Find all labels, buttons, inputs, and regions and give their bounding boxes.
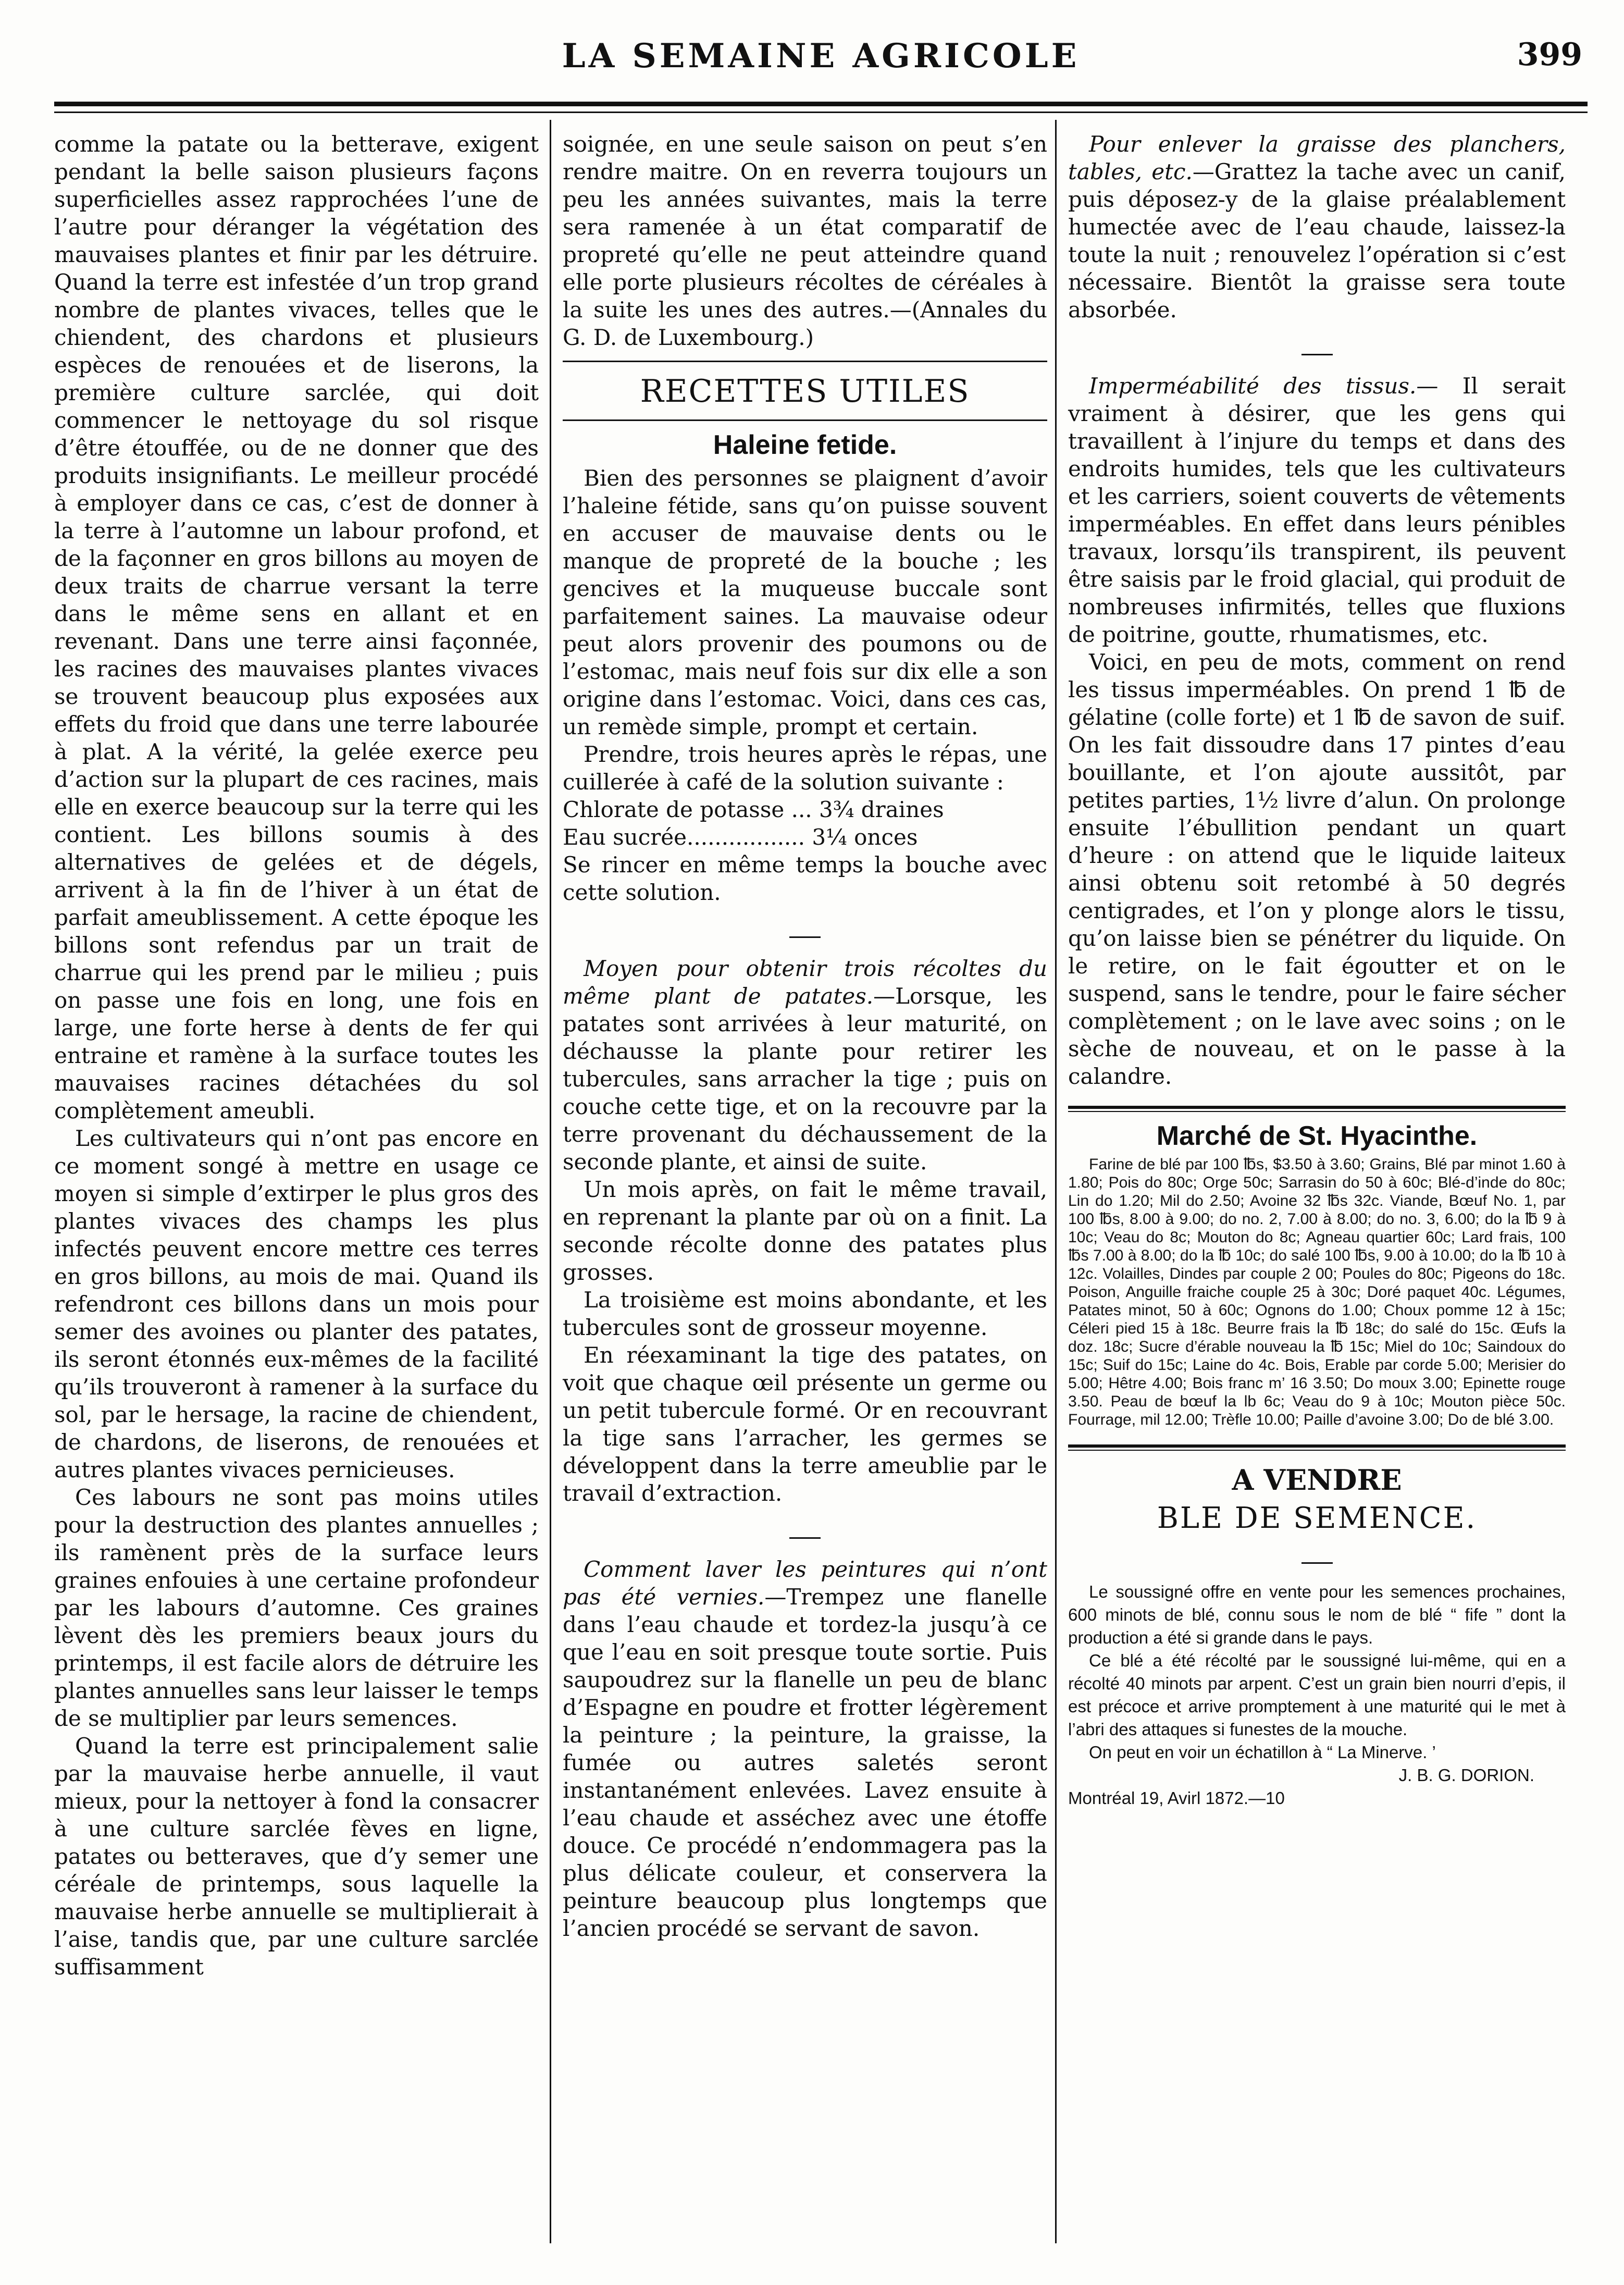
market-title: Marché de St. Hyacinthe. [1156, 1121, 1478, 1151]
recipe-paragraph: Un mois après, on fait le même travail, en reprenant la plante par où on a finit. La seconde récolte donne des patates plus grosses. [563, 1177, 1047, 1285]
column-1 [54, 130, 539, 1981]
recipe-paragraph: La troisième est moins abondante, et les tubercules sont de grosseur moyenne. [563, 1287, 1047, 1340]
article-paragraph: soignée, en une seule saison on peut s’en rendre maitre. On en reverra toujours un peu les années suivantes, mais la terre sera ramenée à un état comparatif de propreté qu’elle ne peut atteindre quand elle porte plusieurs récoltes de céréales à la suite les unes des autres.—(Annales du G. D. de Luxembourg.) [563, 131, 1047, 350]
short-divider [1068, 334, 1566, 362]
advertisement [1068, 1463, 1566, 1810]
recipe-paragraph: Imperméabilité des tissus.— Il serait vraiment à désirer, que les gens qui travaillent à l’injure du temps et dans des endroits humides, tels que les cultivateurs et les carriers, soient couverts de vêtements imperméables. En effet dans leurs pénibles travaux, lorsqu’ils transpirent, ils peuvent être saisis par le froid glacial, qui produit de nombreuses infirmités, telles que fluxions de poitrine, goutte, rhumatismes, etc. [1068, 373, 1566, 647]
ad-subtitle: BLE DE SEMENCE. [1157, 1501, 1477, 1535]
section-divider [1068, 1444, 1566, 1451]
recipe-inline-title: Moyen pour obtenir trois récoltes du même plant de patates. [563, 956, 1047, 1009]
column-2 [563, 130, 1047, 1942]
recipe-title: Haleine fetide. [713, 430, 897, 460]
masthead-rule-thick [54, 102, 1588, 106]
recipe-paragraph: Prendre, trois heures après le répas, une cuillerée à café de la solution suivante : [563, 742, 1047, 795]
page-number: 399 [1517, 36, 1582, 73]
recipe-paragraph: Moyen pour obtenir trois récoltes du même plant de patates.—Lorsque, les patates sont arrivées à leur maturité, on déchausse la plante pour retirer les tubercules, sans arracher la tige ; puis on couche cette tige, et on la recouvre par la terre provenant du déchaussement de la seconde plante, et ainsi de suite. [563, 956, 1047, 1175]
ingredient-line: Eau sucrée................. 3¼ onces [563, 824, 918, 850]
column-3 [1068, 130, 1566, 1810]
column-divider-2 [1055, 120, 1057, 2243]
recipe-inline-title: Pour enlever la graisse des planchers, tables, etc. [1068, 131, 1566, 184]
newspaper-title: LA SEMAINE AGRICOLE [562, 36, 1080, 76]
article-paragraph: comme la patate ou la betterave, exigent pendant la belle saison plusieurs façons superficielles assez rapprochées l’une de l’autre pour déranger la végétation des mauvaises plantes et finir par les détruire. Quand la terre est infestée d’un trop grand nombre de plantes vivaces, telles que le chiendent, des chardons et plusieurs espèces de renouées et de liserons, la première culture sarclée, qui doit commencer le nettoyage du sol risque d’être étouffée, ou de ne donner que des produits insignifiants. Le meilleur procédé à employer dans ce cas, c’est de donner à la terre à l’automne un labour profond, et de la façonner en gros billons au moyen de deux traits de charrue versant la terre dans le même sens en allant et en revenant. Dans une terre ainsi façonnée, les racines des mauvaises plantes vivaces se trouvent beaucoup plus exposées aux effets du froid que dans une terre labourée à plat. A la vérité, la gelée exerce peu d’action sur la plupart de ces racines, mais elle en exerce beaucoup sur la terre qui les contient. Les billons soumis à des alternatives de gelées et de dégels, arrivent à la fin de l’hiver à un état de parfait ameublissement. A cette époque les billons sont refendus par un trait de charrue qui les prend par le milieu ; puis on passe une fois en long, une fois en large, une forte herse à dents de fer qui entraine et ramène à la surface toutes les mauvaises racines détachées du sol complètement ameubli. [54, 131, 539, 1123]
ad-title: A VENDRE [1232, 1463, 1402, 1497]
section-divider [563, 361, 1047, 362]
recipe-paragraph: Bien des personnes se plaignent d’avoir l’haleine fétide, sans qu’on puisse souvent en accuser de mauvaise dents ou le manque de propreté de la bouche ; les gencives et la muqueuse buccale sont parfaitement saines. La mauvaise odeur peut alors provenir des poumons ou de l’estomac, mais neuf fois sur dix elle a son origine dans l’estomac. Voici, dans ces cas, un remède simple, prompt et certain. [563, 465, 1047, 739]
recipe-paragraph: Voici, en peu de mots, comment on rend les tissus imperméables. On prend 1 ℔ de gélatine (colle forte) et 1 ℔ de savon de suif. On les fait dissoudre dans 17 pintes d’eau bouillante, et l’on ajoute aussitôt, par petites parties, 1½ livre d’alun. On prolonge ensuite l’ébullition pendant un quart d’heure : on attend que le liquide laiteux ainsi obtenu soit retombé à 50 degrés centigrades, et l’on y plonge alors le tissu, qu’on laisse bien se pénétrer du liquide. On le retire, on le fait égoutter et on le suspend, sans le tendre, pour le faire sécher complètement ; on le lave avec soins ; on le sèche de nouveau, et on le passe à la calandre. [1068, 649, 1566, 1089]
short-divider [1068, 1542, 1566, 1570]
ad-date: Montréal 19, Avirl 1872.—10 [1068, 1788, 1285, 1808]
ad-signature: J. B. G. DORION. [1398, 1765, 1534, 1785]
article-paragraph: Ces labours ne sont pas moins utiles pour la destruction des plantes annuelles ; ils ramènent près de la surface leurs graines enfouies à une certaine profondeur par les labours d’automne. Ces graines lèvent dès les premiers beaux jours du printemps, il est facile alors de détruire les plantes annuelles sans leur laisser le temps de se multiplier par leurs semences. [54, 1485, 539, 1731]
recipe-paragraph: En réexaminant la tige des patates, on voit que chaque œil présente un germe ou un petit tubercule formé. Or en recouvrant la tige sans l’arracher, les germes se développent dans la terre ameublie par le travail d’extraction. [563, 1342, 1047, 1506]
masthead [54, 36, 1588, 99]
recipe-paragraph: Se rincer en même temps la bouche avec cette solution. [563, 852, 1047, 905]
section-title: RECETTES UTILES [640, 373, 970, 410]
article-paragraph: Quand la terre est principalement salie par la mauvaise herbe annuelle, il vaut mieux, pour la nettoyer à fond la consacrer à une culture sarclée fèves en ligne, patates ou betteraves, que d’y semer une céréale de printemps, sous laquelle la mauvaise herbe annuelle se multiplierait à l’aise, tandis que, par une culture sarclée suffisamment [54, 1733, 539, 1980]
column-divider-1 [550, 120, 551, 2243]
ingredient-line: Chlorate de potasse ... 3¾ draines [563, 797, 944, 822]
recipe-paragraph: Pour enlever la graisse des planchers, tables, etc.—Grattez la tache avec un canif, puis déposez-y de la glaise préalablement humectée avec de l’eau chaude, laissez-la toute la nuit ; renouvelez l’opération si c’est nécessaire. Bientôt la graisse sera toute absorbée. [1068, 131, 1566, 323]
article-paragraph: Les cultivateurs qui n’ont pas encore en ce moment songé à mettre en usage ce moyen si simple d’extirper le plus gros des plantes vivaces des champs les plus infectés peuvent encore mettre ces terres en gros billons, au mois de mai. Quand ils refendront ces billons dans un mois pour semer des avoines ou planter des patates, ils seront étonnés eux-mêmes de la facilité qu’ils trouveront à ramener à la surface du sol, par le hersage, la racine de chiendent, de chardons, de liserons, de renouées et autres plantes vivaces pernicieuses. [54, 1126, 539, 1483]
market-prices: Farine de blé par 100 ℔s, $3.50 à 3.60; Grains, Blé par minot 1.60 à 1.80; Pois do 80c; Orge 50c; Sarrasin do 50 à 60c; Blé-d’inde do 80c; Lin do 1.20; Mil do 2.50; Avoine 32 ℔s 32c. Viande, Bœuf No. 1, par 100 ℔s, 8.00 à 9.00; do no. 2, 7.00 à 8.00; do no. 3, 6.00; do la ℔ 9 à 10c; Veau do 8c; Mouton do 8c; Agneau quartier 60c; Lard frais, 100 ℔s 7.00 à 8.00; do la ℔ 10c; do salé 100 ℔s, 9.00 à 10.00; do la ℔ 10 à 12c. Volailles, Dindes par couple 2 00; Poules do 80c; Pigeons do 18c. Poison, Anguille fraiche couple 25 à 30c; Doré paquet 40c. Légumes, Patates minot, 50 à 60c; Ognons do 1.00; Choux pomme 12 à 15c; Céleri pied 15 à 18c. Beurre frais la ℔ 18c; do salé do 15c. Œufs la doz. 18c; Sucre d’érable nouveau la ℔ 15c; Miel do 10c; Saindoux do 15c; Suif do 15c; Laine do 4c. Bois, Erable par corde 5.00; Merisier do 5.00; Hêtre 4.00; Bois franc m’ 16 3.50; Do moux 3.00; Epinette rouge 3.50. Peau de bœuf la lb 6c; Veau do 9 à 10c; Mouton pièce 50c. Fourrage, mil 12.00; Trèfle 10.00; Paille d’avoine 3.00; Do de blé 3.00. [1068, 1156, 1566, 1428]
recipe-paragraph: Comment laver les peintures qui n’ont pas été vernies.—Trempez une flanelle dans l’eau chaude et tordez-la jusqu’à ce que l’eau en soit presque toute sortie. Puis saupoudrez sur la flanelle un peu de blanc d’Espagne en poudre et frotter légèrement la peinture ; la peinture, la graisse, la fumée ou autres saletés seront instantanément enlevées. Lavez ensuite à l’eau chaude et asséchez avec une étoffe douce. Ce procédé n’endommagera pas la plus délicate couleur, et conservera la peinture beaucoup plus longtemps que l’ancien procédé se servant de savon. [563, 1557, 1047, 1941]
recipe-inline-title: Imperméabilité des tissus. [1089, 373, 1417, 399]
short-divider [563, 1517, 1047, 1545]
section-divider [563, 419, 1047, 421]
short-divider [563, 917, 1047, 944]
ad-paragraph: On peut en voir un échatillon à “ La Minerve. ’ [1089, 1743, 1436, 1762]
ad-paragraph: Le soussigné offre en vente pour les semences prochaines, 600 minots de blé, connu sous le nom de blé “ fife ” dont la production a été si grande dans le pays. [1068, 1582, 1566, 1647]
section-divider [1068, 1106, 1566, 1112]
recipe-inline-title: Comment laver les peintures qui n’ont pas été vernies. [563, 1557, 1047, 1610]
ad-paragraph: Ce blé a été récolté par le soussigné lui-même, qui en a récolté 40 minots par arpent. C’est un grain bien nourri d’epis, il est précoce et arrive promptement à une maturité qui le met à l’abri des attaques si funestes de la mouche. [1068, 1651, 1566, 1739]
masthead-rule-thin [54, 112, 1588, 113]
